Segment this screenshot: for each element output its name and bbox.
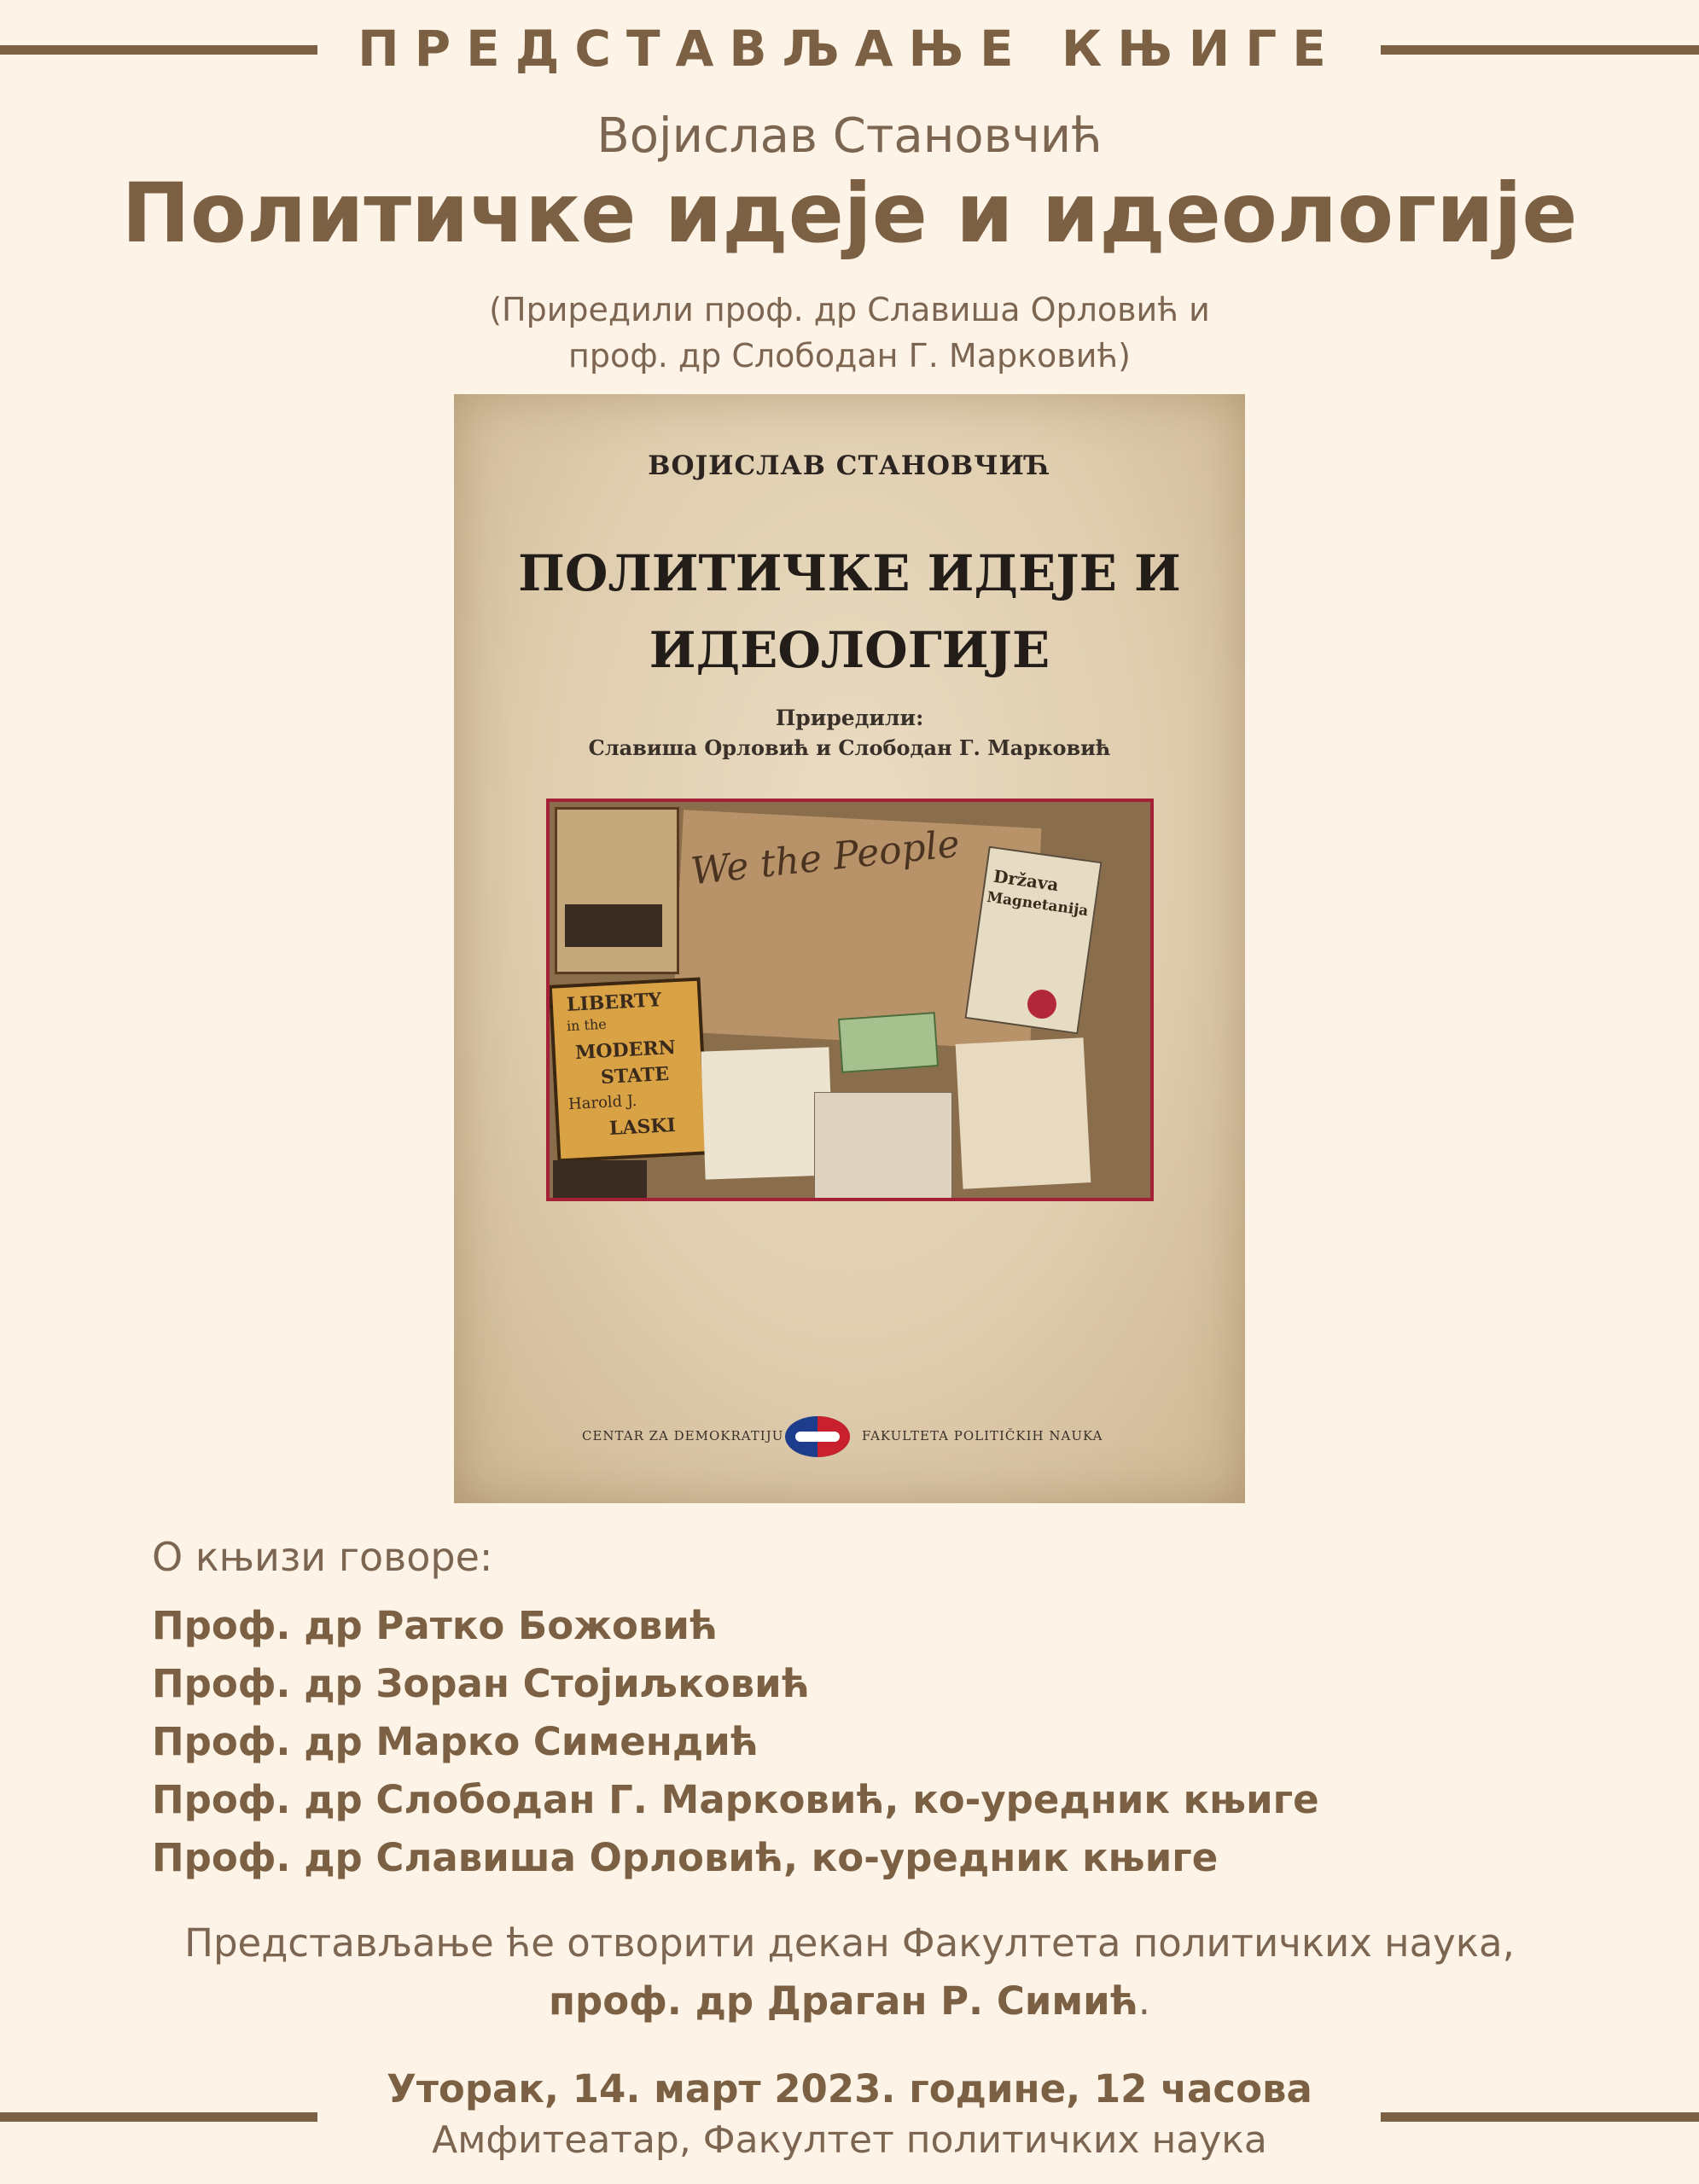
book-cover-image bbox=[454, 394, 1245, 1503]
speaker-item: Проф. др Славиша Орловић, ко-уредник књиге bbox=[152, 1835, 1219, 1880]
collage-drzava-line-2: Magnetanija bbox=[986, 888, 1090, 921]
cover-title bbox=[454, 535, 1245, 688]
dean-name: проф. др Драган Р. Симић bbox=[548, 1978, 1138, 2024]
cover-footer-right: FAKULTETA POLITIČKIH NAUKA bbox=[862, 1428, 1103, 1443]
book-title: Политичке идеје и идеологије bbox=[121, 166, 1578, 261]
collage-green-ticket bbox=[838, 1012, 939, 1073]
collage-liberty-line-6: LASKI bbox=[608, 1113, 677, 1141]
collage-liberty-line-5: Harold J. bbox=[567, 1091, 637, 1114]
speaker-item: Проф. др Слободан Г. Марковић, ко-уредник књиге bbox=[152, 1777, 1319, 1822]
collage-we-the-people: We the People bbox=[689, 822, 962, 894]
collage-red-seal bbox=[1027, 990, 1056, 1019]
cover-editors-label: Приредили: bbox=[775, 706, 924, 730]
collage-drzava-line-1: Država bbox=[992, 865, 1061, 896]
editors-line-2: проф. др Слободан Г. Марковић) bbox=[568, 337, 1131, 375]
dean-suffix: . bbox=[1138, 1978, 1151, 2024]
editors-line-1: (Приредили проф. др Славиша Орловић и bbox=[489, 291, 1210, 328]
speakers-list bbox=[152, 1597, 1319, 1887]
collage-form bbox=[814, 1092, 952, 1201]
event-heading: ПРЕДСТАВЉАЊЕ КЊИГЕ bbox=[358, 20, 1341, 78]
collage-right-document bbox=[956, 1037, 1091, 1189]
event-date: Уторак, 14. март 2023. године, 12 часова bbox=[387, 2066, 1312, 2111]
event-venue: Амфитеатар, Факултет политичких наука bbox=[432, 2118, 1267, 2162]
dean-line bbox=[0, 1974, 1699, 2029]
collage-portraits bbox=[565, 904, 662, 947]
collage-federalist-card bbox=[555, 807, 679, 974]
speaker-item: Проф. др Зоран Стојиљковић bbox=[152, 1661, 810, 1706]
speaker-item: Проф. др Марко Симендић bbox=[152, 1719, 759, 1764]
cover-collage bbox=[546, 799, 1154, 1201]
publisher-logo-icon bbox=[783, 1414, 852, 1459]
speaker-item: Проф. др Ратко Божовић bbox=[152, 1603, 718, 1648]
book-editors bbox=[0, 287, 1699, 379]
cover-footer-left: CENTAR ZA DEMOKRATIJU bbox=[582, 1428, 784, 1443]
cover-title-line-1: ПОЛИТИЧКЕ ИДЕЈЕ И bbox=[518, 544, 1181, 602]
speakers-label: О књизи говоре: bbox=[152, 1534, 493, 1580]
book-author: Војислав Становчић bbox=[596, 108, 1103, 164]
collage-bottom-left-card bbox=[553, 1160, 647, 1201]
opening-line: Представљање ће отворити декан Факултета политичких наука, bbox=[184, 1920, 1515, 1966]
cover-editors-names: Славиша Орловић и Слободан Г. Марковић bbox=[588, 735, 1111, 760]
cover-title-line-2: ИДЕОЛОГИЈЕ bbox=[649, 621, 1050, 679]
collage-liberty-line-4: STATE bbox=[600, 1062, 670, 1089]
collage-liberty-line-1: LIBERTY bbox=[566, 989, 662, 1016]
collage-liberty-line-3: MODERN bbox=[574, 1036, 677, 1065]
cover-author: ВОЈИСЛАВ СТАНОВЧИЋ bbox=[648, 450, 1051, 481]
collage-liberty-line-2: in the bbox=[566, 1015, 608, 1035]
